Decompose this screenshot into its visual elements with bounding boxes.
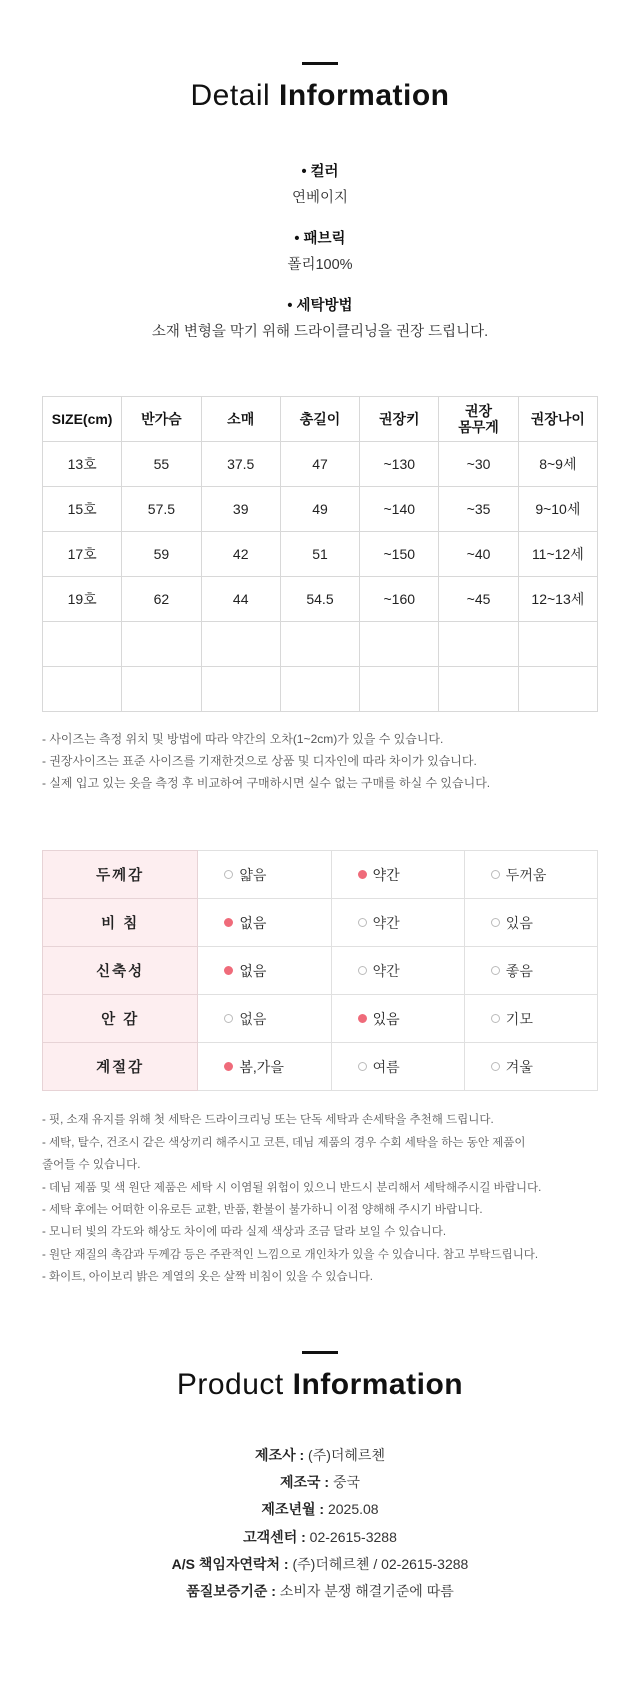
value: 02-2615-3288: [309, 1528, 397, 1545]
cell-age: 8~9세: [518, 441, 597, 486]
cell-size: 13호: [43, 441, 122, 486]
weight-header-line2: 몸무게: [458, 418, 499, 435]
size-table-container: [42, 396, 598, 712]
attribute-label-thickness: 두께감: [43, 851, 198, 899]
value: (주)더헤르쳰 / 02-2615-3288: [292, 1555, 469, 1572]
size-col-header-sleeve: 소매: [201, 396, 280, 441]
attribute-table: [42, 850, 598, 1091]
cell-height: ~160: [360, 576, 439, 621]
product-info-customer-center: [42, 1524, 598, 1551]
value: 소비자 분쟁 해결기준에 따름: [279, 1583, 454, 1600]
attribute-option-cell[interactable]: [464, 947, 597, 995]
attribute-table-container: [42, 850, 598, 1091]
size-table-body: [43, 441, 598, 711]
cell-weight: ~35: [439, 486, 518, 531]
cell-empty: [280, 621, 359, 666]
weight-header-line1: 권장: [465, 402, 493, 419]
label: 고객센터 :: [243, 1528, 310, 1545]
intro-value-color: 연베이지: [291, 190, 349, 207]
cell-empty: [360, 666, 439, 711]
attribute-option-cell[interactable]: [198, 947, 331, 995]
intro-label-washing: • 세탁방법: [287, 297, 353, 314]
product-info-list: [42, 1442, 598, 1606]
label: 제조년월 :: [261, 1501, 328, 1518]
cell-empty: [439, 666, 518, 711]
cell-sleeve: 37.5: [201, 441, 280, 486]
cell-height: ~150: [360, 531, 439, 576]
care-note-3: 줄어들 수 있습니다.: [42, 1159, 141, 1172]
option-slight[interactable]: [358, 961, 400, 981]
detail-intro: [42, 161, 598, 344]
heading-rule: [302, 62, 338, 65]
cell-empty: [122, 666, 201, 711]
size-col-header-length: 총길이: [280, 396, 359, 441]
attribute-option-cell[interactable]: [198, 899, 331, 947]
radio-icon: [358, 1062, 367, 1071]
cell-age: 9~10세: [518, 486, 597, 531]
cell-empty: [518, 621, 597, 666]
cell-length: 49: [280, 486, 359, 531]
attribute-row-elasticity: [43, 947, 598, 995]
option-label: 약간: [372, 962, 400, 979]
cell-age: 12~13세: [518, 576, 597, 621]
value: 2025.08: [327, 1501, 379, 1518]
option-yes[interactable]: [491, 913, 533, 933]
product-info-manufacturer: [42, 1442, 598, 1469]
option-yes[interactable]: [358, 1009, 400, 1029]
cell-sleeve: 44: [201, 576, 280, 621]
option-label: 약간: [372, 914, 400, 931]
size-notes: [42, 728, 598, 795]
page-title: [42, 79, 598, 113]
size-note-2: - 권장사이즈는 표준 사이즈를 기재한것으로 상품 및 디자인에 따라 차이가 있습니다.: [42, 754, 477, 768]
radio-icon: [491, 966, 500, 975]
cell-empty: [280, 666, 359, 711]
option-slight[interactable]: [358, 865, 400, 885]
cell-size: 15호: [43, 486, 122, 531]
attribute-label-lining: 안 감: [43, 995, 198, 1043]
attribute-option-cell[interactable]: [331, 995, 464, 1043]
attribute-label-season: 계절감: [43, 1043, 198, 1091]
table-row: [43, 441, 598, 486]
attribute-option-cell[interactable]: [464, 899, 597, 947]
intro-label-color: • 컬러: [301, 164, 339, 180]
intro-label-fabric: • 패브릭: [294, 230, 346, 247]
size-table: [42, 396, 598, 712]
product-title: [42, 1368, 598, 1402]
option-none[interactable]: [224, 1009, 266, 1029]
care-note-4: - 데님 제품 및 색 원단 제품은 세탁 시 이염될 위험이 있으니 반드시 분리해서 세탁해주시길 바랍니다.: [42, 1181, 542, 1194]
intro-value-fabric: 폴리100%: [287, 257, 353, 274]
attribute-label-elasticity: 신축성: [43, 947, 198, 995]
radio-icon-selected: [224, 966, 233, 975]
option-thin[interactable]: [224, 865, 266, 885]
page-title-strong: Information: [279, 79, 450, 112]
cell-chest: 55: [122, 441, 201, 486]
product-info-warranty: [42, 1578, 598, 1605]
option-label: 있음: [372, 1010, 400, 1027]
option-winter[interactable]: [491, 1057, 533, 1077]
product-info-date: [42, 1496, 598, 1523]
product-info-as-contact: [42, 1551, 598, 1578]
option-label: 두꺼움: [505, 866, 547, 883]
cell-height: ~130: [360, 441, 439, 486]
option-spring-fall[interactable]: [224, 1057, 283, 1077]
label: 품질보증기준 :: [186, 1583, 280, 1600]
radio-icon: [491, 870, 500, 879]
option-thick[interactable]: [491, 865, 547, 885]
cell-empty: [518, 666, 597, 711]
cell-size: 17호: [43, 531, 122, 576]
product-info-country: [42, 1469, 598, 1496]
attribute-option-cell[interactable]: [331, 947, 464, 995]
cell-chest: 57.5: [122, 486, 201, 531]
cell-age: 11~12세: [518, 531, 597, 576]
care-note-5: - 세탁 후에는 어떠한 이유로든 교환, 반품, 환불이 불가하니 이점 양해해 주시기 바랍니다.: [42, 1204, 483, 1217]
label: A/S 책임자연락처 :: [171, 1555, 293, 1572]
size-col-header-size: SIZE(cm): [43, 396, 122, 441]
cell-weight: ~40: [439, 531, 518, 576]
option-label: 약간: [372, 866, 400, 883]
radio-icon: [491, 1062, 500, 1071]
option-label: 얇음: [239, 866, 267, 883]
attribute-table-body: [43, 851, 598, 1091]
option-label: 봄,가을: [239, 1058, 284, 1075]
option-slight[interactable]: [358, 913, 400, 933]
radio-icon-selected: [358, 870, 367, 879]
option-label: 여름: [372, 1058, 400, 1075]
radio-icon-selected: [224, 918, 233, 927]
cell-sleeve: 42: [201, 531, 280, 576]
product-title-light: Product: [176, 1367, 293, 1401]
label: 제조사 :: [255, 1446, 309, 1463]
care-note-2: - 세탁, 탈수, 건조시 같은 색상끼리 해주시고 코튼, 데님 제품의 경우 수회 세탁을 하는 동안 제품이: [42, 1136, 526, 1149]
radio-icon: [491, 1014, 500, 1023]
page-title-light: Detail: [190, 79, 280, 112]
attribute-label-seethrough: 비 침: [43, 899, 198, 947]
attribute-option-cell[interactable]: [198, 995, 331, 1043]
attribute-option-cell[interactable]: [464, 851, 597, 899]
radio-icon: [491, 918, 500, 927]
table-row: [43, 486, 598, 531]
attribute-option-cell[interactable]: [331, 1043, 464, 1091]
value: (주)더헤르쳰: [308, 1446, 385, 1463]
attribute-row-thickness: [43, 851, 598, 899]
option-label: 기모: [505, 1010, 533, 1027]
label: 제조국 :: [279, 1474, 333, 1491]
cell-height: ~140: [360, 486, 439, 531]
radio-icon-selected: [358, 1014, 367, 1023]
size-table-head: [43, 396, 598, 441]
cell-sleeve: 39: [201, 486, 280, 531]
cell-empty: [439, 621, 518, 666]
attribute-option-cell[interactable]: [464, 995, 597, 1043]
attribute-row-seethrough: [43, 899, 598, 947]
cell-chest: 62: [122, 576, 201, 621]
table-row-empty: [43, 666, 598, 711]
option-none[interactable]: [224, 961, 266, 981]
size-note-3: - 실제 입고 있는 옷을 측정 후 비교하여 구매하시면 실수 없는 구매를 하실 수 있습니다.: [42, 776, 491, 791]
table-header-row: [43, 396, 598, 441]
cell-length: 47: [280, 441, 359, 486]
detail-information-heading: [42, 0, 598, 113]
care-note-6: - 모니터 빛의 각도와 해상도 차이에 따라 실제 색상과 조금 달라 보일 수 있습니다.: [42, 1226, 447, 1239]
cell-empty: [43, 621, 122, 666]
size-col-header-height: 권장키: [360, 396, 439, 441]
radio-icon: [358, 966, 367, 975]
option-fleece[interactable]: [491, 1009, 533, 1029]
attribute-option-cell[interactable]: [464, 1043, 597, 1091]
option-label: 없음: [239, 962, 267, 979]
attribute-row-lining: [43, 995, 598, 1043]
option-good[interactable]: [491, 961, 533, 981]
care-note-7: - 원단 재질의 촉감과 두께감 등은 주관적인 느낌으로 개인차가 있을 수 있습니다. 참고 부탁드립니다.: [42, 1248, 539, 1261]
size-col-header-weight: [439, 396, 518, 441]
cell-empty: [201, 666, 280, 711]
product-title-strong: Information: [292, 1367, 464, 1401]
cell-size: 19호: [43, 576, 122, 621]
heading-rule: [302, 1351, 338, 1354]
cell-length: 54.5: [280, 576, 359, 621]
care-notes: [42, 1109, 598, 1288]
attribute-option-cell[interactable]: [198, 1043, 331, 1091]
size-col-header-age: 권장나이: [518, 396, 597, 441]
value: 중국: [332, 1474, 361, 1491]
radio-icon: [358, 918, 367, 927]
product-information-heading: [42, 1289, 598, 1402]
option-none[interactable]: [224, 913, 266, 933]
size-col-header-chest: 반가슴: [122, 396, 201, 441]
cell-weight: ~30: [439, 441, 518, 486]
attribute-option-cell[interactable]: [198, 851, 331, 899]
option-label: 없음: [239, 1010, 267, 1027]
attribute-option-cell[interactable]: [331, 899, 464, 947]
size-note-1: - 사이즈는 측정 위치 및 방법에 따라 약간의 오차(1~2cm)가 있을 수 있습니다.: [42, 731, 444, 746]
cell-empty: [201, 621, 280, 666]
option-summer[interactable]: [358, 1057, 400, 1077]
option-label: 없음: [239, 914, 267, 931]
cell-length: 51: [280, 531, 359, 576]
cell-empty: [360, 621, 439, 666]
cell-empty: [122, 621, 201, 666]
option-label: 좋음: [505, 962, 533, 979]
care-note-1: - 핏, 소재 유지를 위해 첫 세탁은 드라이크리닝 또는 단독 세탁과 손세탁을 추천해 드립니다.: [42, 1114, 494, 1127]
cell-weight: ~45: [439, 576, 518, 621]
radio-icon-selected: [224, 1062, 233, 1071]
table-row: [43, 576, 598, 621]
cell-chest: 59: [122, 531, 201, 576]
radio-icon: [224, 1014, 233, 1023]
attribute-option-cell[interactable]: [331, 851, 464, 899]
intro-value-washing: 소재 변형을 막기 위해 드라이클리닝을 권장 드립니다.: [151, 324, 489, 341]
table-row: [43, 531, 598, 576]
care-note-8: - 화이트, 아이보리 밝은 계열의 옷은 살짝 비침이 있을 수 있습니다.: [42, 1271, 374, 1284]
radio-icon: [224, 870, 233, 879]
table-row-empty: [43, 621, 598, 666]
option-label: 있음: [505, 914, 533, 931]
attribute-row-season: [43, 1043, 598, 1091]
option-label: 겨울: [505, 1058, 533, 1075]
cell-empty: [43, 666, 122, 711]
